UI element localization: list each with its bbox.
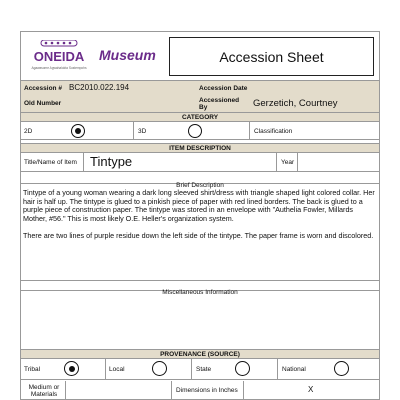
sheet-title: Accession Sheet: [169, 37, 374, 76]
provenance-heading: PROVENANCE (SOURCE): [21, 349, 379, 359]
brief-description-heading: [21, 174, 379, 189]
accession-block: [21, 80, 379, 112]
category-heading: CATEGORY: [21, 112, 379, 122]
dimensions-label: Dimensions in Inches: [176, 387, 238, 394]
category-2d-label: 2D: [24, 128, 33, 135]
divider: [65, 381, 66, 400]
year-label: Year: [281, 159, 295, 166]
accessioned-by-label: Accessioned By: [199, 97, 240, 111]
accession-number-value[interactable]: BC2010.022.194: [69, 83, 130, 92]
provenance-national-label: National: [282, 366, 306, 373]
brief-description-paragraph: There are two lines of purple residue down the left side of the tintype. The paper frame is worn and discolored.: [23, 230, 374, 240]
misc-label: Miscellaneous Information: [162, 289, 238, 296]
brief-description-text[interactable]: [23, 189, 375, 249]
provenance-tribal-label: Tribal: [24, 366, 41, 373]
accession-number-label: Accession #: [24, 85, 62, 92]
selected-dot-icon: [75, 128, 81, 134]
dimensions-value[interactable]: X: [308, 385, 314, 394]
provenance-national-radio[interactable]: [334, 361, 349, 376]
medium-label: Medium or Materials: [28, 384, 60, 398]
old-number-label: Old Number: [24, 100, 62, 107]
divider: [249, 122, 250, 140]
title-value[interactable]: Tintype: [90, 154, 133, 169]
brief-description-label: Brief Description: [176, 182, 224, 189]
divider: [276, 153, 277, 172]
accession-date-label: Accession Date: [199, 85, 248, 92]
selected-dot-icon: [69, 366, 75, 372]
accession-sheet: [20, 31, 380, 400]
misc-heading: [21, 281, 379, 296]
classification-label: Classification: [254, 128, 293, 135]
divider: [297, 153, 298, 172]
provenance-local-label: Local: [109, 366, 125, 373]
svg-text:Agawasome Agwahalokta Sustempo: Agawasome Agwahalokta Sustempohs: [31, 66, 87, 70]
category-row: [21, 122, 379, 140]
divider: [191, 359, 192, 380]
divider: [277, 359, 278, 380]
title-label: Title/Name of Item: [24, 159, 77, 166]
brief-description-paragraph: Tintype of a young woman wearing a dark long sleeved shirt/dress with triangle shaped light colored collar. Her hair is half up. The tintype is glued to a pinkish piece of paper with red lined borders. The back is glued to a purple piece of construction paper. The tintype was stored in an envelope with "Authelia Fowler, Millards Mother, #56." This is most likely O.E. Heller's organization system.: [23, 188, 375, 223]
provenance-tribal-radio[interactable]: [64, 361, 79, 376]
item-description-heading: ITEM DESCRIPTION: [21, 143, 379, 153]
misc-value[interactable]: [21, 292, 379, 349]
divider: [243, 381, 244, 400]
materials-row: [21, 381, 379, 400]
museum-label: Museum: [99, 47, 156, 63]
provenance-row: [21, 359, 379, 380]
sheet-header: [21, 32, 379, 80]
svg-text:ONEIDA: ONEIDA: [33, 49, 85, 64]
category-3d-label: 3D: [138, 128, 147, 135]
provenance-state-radio[interactable]: [235, 361, 250, 376]
provenance-local-radio[interactable]: [152, 361, 167, 376]
provenance-state-label: State: [196, 366, 212, 373]
category-2d-radio[interactable]: [71, 124, 85, 138]
divider: [105, 359, 106, 380]
category-3d-radio[interactable]: [188, 124, 202, 138]
title-row: [21, 153, 379, 172]
divider: [171, 381, 172, 400]
divider: [133, 122, 134, 140]
divider: [83, 153, 84, 172]
accessioned-by-value[interactable]: Gerzetich, Courtney: [253, 98, 338, 109]
